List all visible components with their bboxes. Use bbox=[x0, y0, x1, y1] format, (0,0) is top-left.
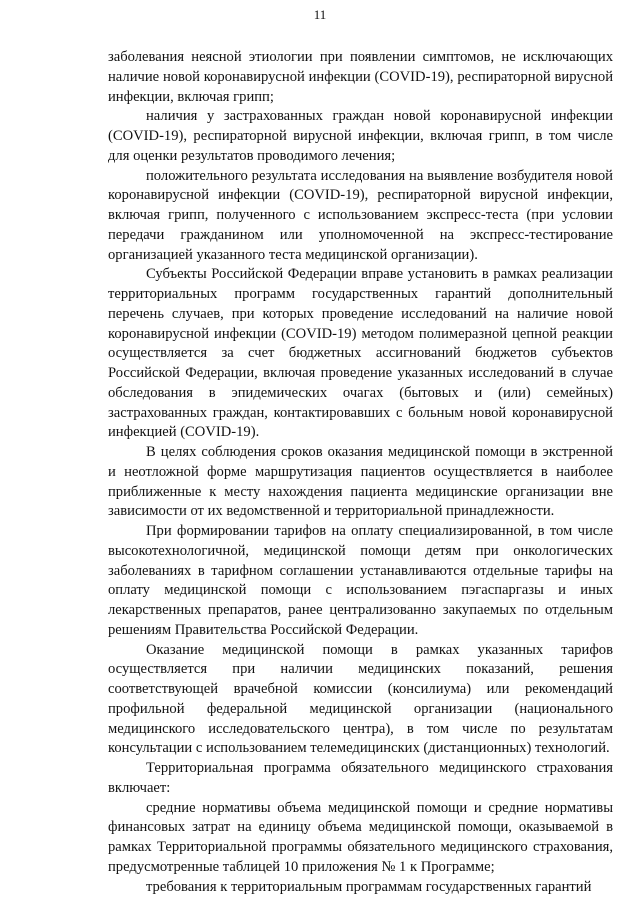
paragraph-6: При формировании тарифов на оплату специализированной, в том числе высокотехнологичной, медицинской помощи детям при онкологических заболеваниях в тарифном соглашении устанавливаются отдельные тарифы на оплату медицинской помощи с использованием пэгаспаргазы и иных лекарственных препаратов, ранее централизованно закупаемых по отдельным решениям Правительства Российской Федерации. bbox=[108, 523, 613, 638]
paragraph-7: Оказание медицинской помощи в рамках указанных тарифов осуществляется при наличии медицинских показаний, решения соответствующей врачебной комиссии (консилиума) или рекомендаций профильной федеральной медицинской организации (национального медицинского исследовательского центра), в том числе по результатам консультации с использованием телемедицинских (дистанционных) технологий. bbox=[108, 641, 613, 757]
page-number: 11 bbox=[313, 7, 327, 22]
paragraph-4: Субъекты Российской Федерации вправе установить в рамках реализации территориальных программ государственных гарантий дополнительный перечень случаев, при которых проведение исследований на наличие новой коронавирусной инфекции (COVID-19) методом полимеразной цепной реакции осуществляется за счет бюджетных ассигнований бюджетов субъектов Российской Федерации, включая проведение указанных исследований в случае обследования в эпидемических очагах (бытовых и (или) семейных) застрахованных граждан, контактировавших с больным новой коронавирусной инфекцией (COVID-19). bbox=[108, 266, 613, 441]
paragraph-9: средние нормативы объема медицинской помощи и средние нормативы финансовых затрат на единицу объема медицинской помощи, оказываемой в рамках Территориальной программы обязательного медицинского страхования, предусмотренные таблицей 10 приложения № 1 к Программе; bbox=[108, 799, 613, 875]
document-body bbox=[108, 48, 613, 897]
paragraph-10: требования к территориальным программам государственных гарантий bbox=[146, 878, 592, 895]
paragraph-1: заболевания неясной этиологии при появлении симптомов, не исключающих наличие новой коронавирусной инфекции (COVID-19), респираторной вирусной инфекции, включая грипп; bbox=[108, 49, 613, 105]
paragraph-2: наличия у застрахованных граждан новой коронавирусной инфекции (COVID-19), респираторной вирусной инфекции, включая грипп, в том числе для оценки результатов проводимого лечения; bbox=[108, 108, 613, 164]
paragraph-5: В целях соблюдения сроков оказания медицинской помощи в экстренной и неотложной форме маршрутизация пациентов осуществляется в наиболее приближенные к месту нахождения пациента медицинские организации вне зависимости от их ведомственной и территориальной принадлежности. bbox=[108, 444, 613, 520]
paragraph-8: Территориальная программа обязательного медицинского страхования включает: bbox=[108, 760, 613, 796]
paragraph-3: положительного результата исследования на выявление возбудителя новой коронавирусной инфекции (COVID-19), респираторной вирусной инфекции, включая грипп, полученного с использованием экспресс-теста (при условии передачи гражданином или уполномоченной на экспресс-тестирование организацией указанного теста медицинской организации). bbox=[108, 167, 613, 263]
